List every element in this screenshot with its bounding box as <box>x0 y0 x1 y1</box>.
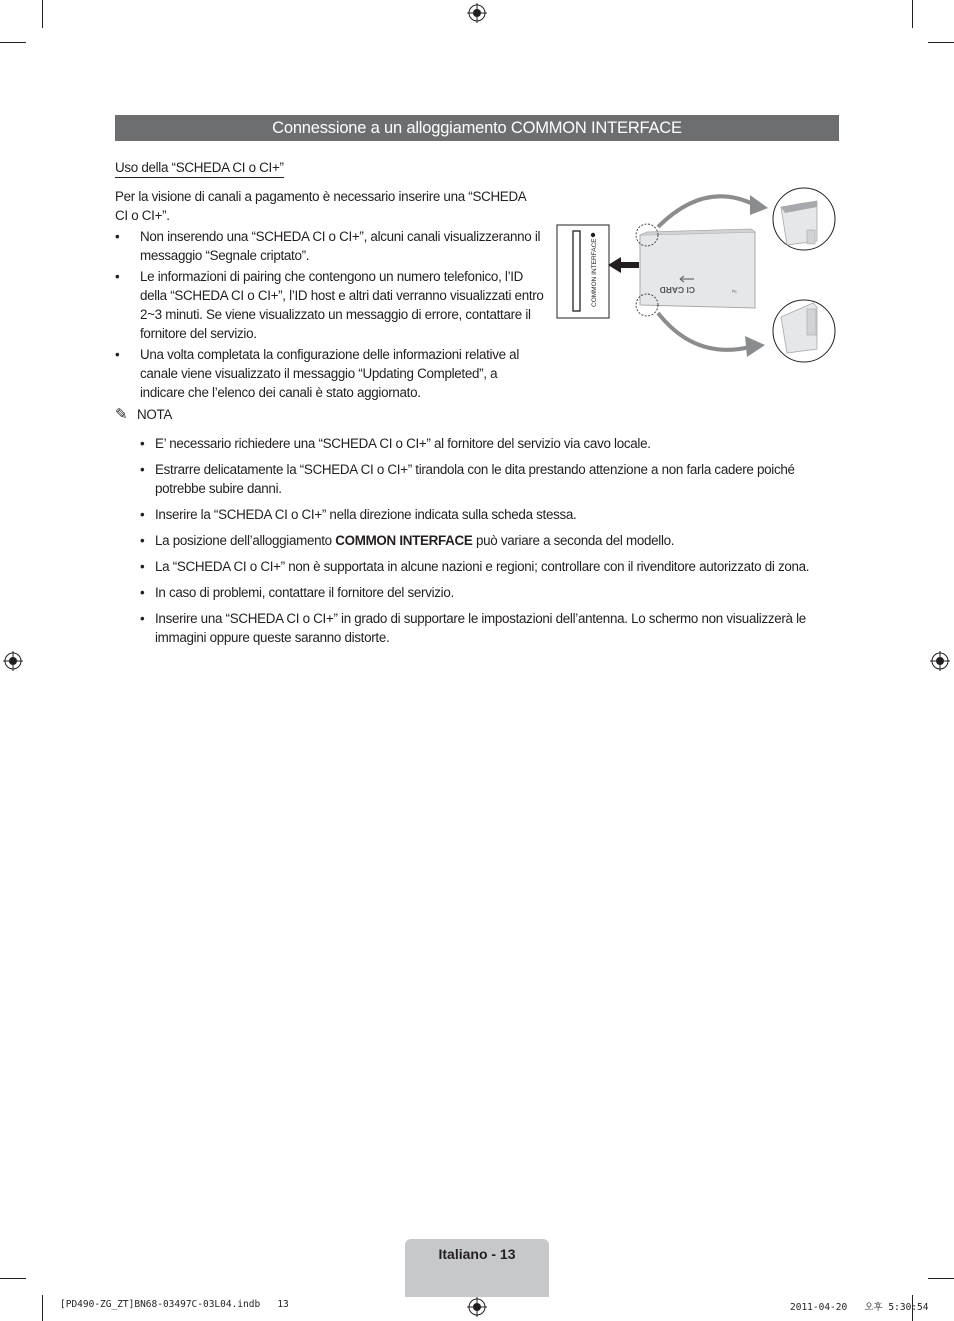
list-item: • Estrarre delicatamente la “SCHEDA CI o CI+” tirandola con le dita prestando attenzione a non farla cadere poiché potrebbe subire danni. <box>140 462 795 496</box>
curved-arrow-top-icon <box>658 196 755 227</box>
registration-mark-top-icon <box>467 3 487 23</box>
slot-panel <box>557 225 609 318</box>
list-item: • E’ necessario richiedere una “SCHEDA CI o CI+” al fornitore del servizio via cavo locale. <box>140 436 651 451</box>
ci-card-trademark: TM <box>731 289 737 293</box>
common-interface-term: COMMON INTERFACE <box>335 533 473 548</box>
subsection-title: Uso della “SCHEDA CI o CI+” <box>115 159 284 178</box>
page-number: Italiano - 13 <box>438 1246 516 1262</box>
list-item: • La posizione dell’alloggiamento COMMON INTERFACE può variare a seconda del modello. <box>140 533 675 548</box>
crop-mark-bottom-left-v <box>42 1295 43 1321</box>
crop-mark-top-right-v <box>912 0 913 28</box>
crop-mark-bottom-left-h <box>0 1278 26 1279</box>
crop-mark-top-right-h <box>928 42 954 43</box>
section-header <box>115 115 839 141</box>
registration-mark-left-icon <box>3 651 23 671</box>
pencil-icon: ✎ <box>115 406 128 423</box>
slot-opening <box>573 231 580 311</box>
list-item: • In caso di problemi, contattare il fornitore del servizio. <box>140 585 454 600</box>
curved-arrow-bottom-icon <box>658 313 750 350</box>
insert-arrow-icon <box>608 257 639 273</box>
list-item: • Inserire una “SCHEDA CI o CI+” in grado di supportare le impostazioni dell’antenna. Lo schermo non visualizzerà le immagini oppure queste saranno distorte. <box>140 611 806 645</box>
list-item: • Non inserendo una “SCHEDA CI o CI+”, alcuni canali visualizzeranno il messaggio “Segnale criptato”. <box>115 229 541 263</box>
crop-mark-top-left-h <box>0 42 26 43</box>
notes-list <box>140 434 840 654</box>
list-item: • Inserire la “SCHEDA CI o CI+” nella direzione indicata sulla scheda stessa. <box>140 507 577 522</box>
footer-file-info: [PD490-ZG_ZT]BN68-03497C-03L04.indb 13 <box>60 1299 289 1310</box>
nota-label: NOTA <box>137 407 173 422</box>
crop-mark-top-left-v <box>42 0 43 28</box>
registration-mark-bottom-icon <box>467 1297 487 1317</box>
crop-mark-bottom-right-h <box>928 1278 954 1279</box>
slot-label: COMMON INTERFACE <box>591 238 598 307</box>
slot-indicator-icon <box>591 233 595 237</box>
intro-paragraph: Per la visione di canali a pagamento è necessario inserire una “SCHEDA CI o CI+”. <box>115 189 526 223</box>
main-bullet-list <box>115 228 545 405</box>
page-number-tab <box>405 1239 549 1297</box>
ci-card-body <box>640 232 755 308</box>
list-item: • Le informazioni di pairing che contengono un numero telefonico, l’ID della “SCHEDA CI o CI+”, l’ID host e altri dati verranno visualizzati entro 2~3 minuti. Se viene visualizzato un messaggio di errore, contattare il fornitore del servizio. <box>115 269 544 341</box>
ci-card-illustration <box>555 185 840 365</box>
list-item: • Una volta completata la configurazione delle informazioni relative al canale viene visualizzato il messaggio “Updating Completed”, a indicare che l’elenco dei canali è stato aggiornato. <box>115 347 520 400</box>
registration-mark-right-icon <box>930 651 950 671</box>
nota-heading <box>115 405 172 424</box>
footer-timestamp: 2011-04-20 오후 5:30:54 <box>790 1302 929 1313</box>
section-title: Connessione a un alloggiamento COMMON INTERFACE <box>272 119 682 137</box>
list-item: • La “SCHEDA CI o CI+” non è supportata in alcune nazioni e regioni; controllare con il rivenditore autorizzato di zona. <box>140 559 810 574</box>
ci-card-label: CI CARD <box>659 285 695 295</box>
